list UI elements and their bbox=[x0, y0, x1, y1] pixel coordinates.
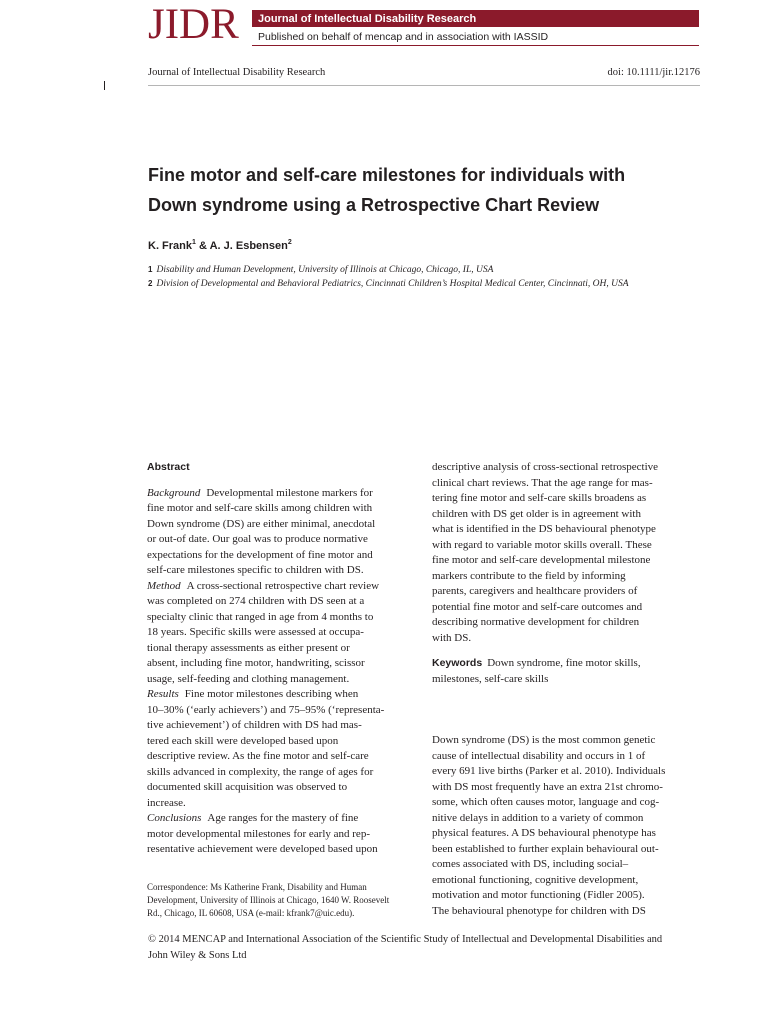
section-label-results: Results bbox=[147, 688, 179, 700]
abstract-line: 18 years. Specific skills were assessed at occupa- bbox=[147, 626, 364, 638]
copyright-line: © 2014 MENCAP and International Association of the Scientific Study of Intellectual and Developmental Disabilities and bbox=[148, 934, 663, 945]
abstract-line: Background Developmental milestone markers for bbox=[147, 486, 373, 499]
correspondence-line: Rd., Chicago, IL 60608, USA (e-mail: kfrank7@uic.edu). bbox=[147, 908, 355, 918]
title-line: Fine motor and self-care milestones for individuals with bbox=[148, 165, 626, 185]
intro-line: motivation and motor functioning (Fidler 2005). bbox=[432, 889, 645, 901]
banner-publisher-note: Published on behalf of mencap and in association with IASSID bbox=[258, 31, 549, 43]
abstract-line: children with DS get older is in agreement with bbox=[432, 507, 641, 520]
abstract-line: or out-of date. Our goal was to produce normative bbox=[147, 533, 368, 545]
margin-mark bbox=[104, 81, 105, 90]
correspondence-note bbox=[147, 881, 409, 920]
running-head-rule bbox=[148, 85, 700, 86]
abstract-line: Method A cross-sectional retrospective chart review bbox=[147, 579, 380, 592]
abstract-line: describing normative development for children bbox=[432, 616, 640, 628]
abstract-line: tering fine motor and self-care skills broadens as bbox=[432, 492, 647, 504]
abstract-line: what is identified in the DS behavioural phenotype bbox=[432, 523, 656, 535]
affiliation bbox=[148, 264, 493, 276]
abstract-line: specialty clinic that ranged in age from 4 months to bbox=[147, 610, 374, 623]
abstract-line: fine motor and self-care skills among children with bbox=[147, 502, 373, 514]
intro-line: nitive delays in addition to a variety of common bbox=[432, 811, 644, 824]
abstract-line: Results Fine motor milestones describing when bbox=[147, 688, 359, 700]
journal-banner bbox=[148, 1, 699, 48]
right-column bbox=[432, 460, 702, 919]
keywords-line: milestones, self-care skills bbox=[432, 672, 549, 685]
section-label-background: Background bbox=[147, 486, 201, 499]
abstract-line: fine motor and self-care developmental milestone bbox=[432, 554, 651, 566]
intro-line: cause of intellectual disability and occurs in 1 of bbox=[432, 749, 646, 762]
intro-line: Down syndrome (DS) is the most common genetic bbox=[432, 734, 656, 746]
running-head bbox=[148, 66, 700, 79]
abstract-line: skills advanced in complexity, the range of ages for bbox=[147, 765, 374, 778]
running-head-doi[interactable]: doi: 10.1111/jir.12176 bbox=[607, 67, 700, 78]
abstract-line: motor developmental milestones for early and rep- bbox=[147, 827, 370, 840]
abstract-line: usage, self-feeding and clothing management. bbox=[147, 672, 350, 685]
abstract-heading: Abstract bbox=[147, 461, 190, 473]
title-line: Down syndrome using a Retrospective Chart Review bbox=[148, 195, 600, 215]
abstract-line: Conclusions Age ranges for the mastery of fine bbox=[147, 812, 359, 824]
abstract-line: self-care milestones specific to children with DS. bbox=[147, 564, 364, 576]
abstract-line: tered each skill were developed based upon bbox=[147, 734, 339, 747]
intro-line: comes associated with DS, including social– bbox=[432, 858, 629, 870]
intro-line: some, which often causes motor, language and cog- bbox=[432, 796, 660, 808]
section-label-method: Method bbox=[147, 579, 181, 592]
abstract-line: potential fine motor and self-care outcomes and bbox=[432, 600, 643, 613]
section-label-conclusions: Conclusions bbox=[147, 812, 202, 824]
correspondence-line: Development, University of Illinois at Chicago, 1640 W. Roosevelt bbox=[147, 895, 390, 905]
abstract-line: parents, caregivers and healthcare providers of bbox=[432, 585, 638, 597]
intro-line: with DS most frequently have an extra 21st chromo- bbox=[432, 780, 663, 793]
copyright-notice bbox=[148, 932, 708, 964]
abstract-line: was completed on 274 children with DS seen at a bbox=[147, 595, 365, 607]
intro-line: physical features. A DS behavioural phenotype has bbox=[432, 827, 656, 839]
affiliation-text: Disability and Human Development, University of Illinois at Chicago, Chicago, IL, USA bbox=[156, 265, 494, 275]
abstract-line: expectations for the development of fine motor and bbox=[147, 548, 373, 561]
abstract-line: resentative achievement were developed based upon bbox=[147, 843, 378, 855]
banner-journal-name: Journal of Intellectual Disability Research bbox=[258, 13, 477, 25]
keywords-line: Keywords Down syndrome, fine motor skills, bbox=[432, 657, 641, 669]
intro-line: every 691 live births (Parker et al. 2010). Individuals bbox=[432, 765, 666, 777]
abstract-line: 10–30% (‘early achievers’) and 75–95% (‘representa- bbox=[147, 703, 385, 716]
author-name: K. Frank bbox=[148, 240, 193, 252]
running-head-journal: Journal of Intellectual Disability Research bbox=[148, 67, 326, 78]
author-list bbox=[148, 236, 292, 253]
abstract-line: descriptive review. As the fine motor and self-care bbox=[147, 750, 369, 762]
affiliation-number: 2 bbox=[148, 279, 153, 288]
affiliation-text: Division of Developmental and Behavioral Pediatrics, Cincinnati Children’s Hospital Medical Center, Cincinnati, OH, USA bbox=[156, 279, 629, 289]
intro-line: emotional functioning, cognitive development, bbox=[432, 873, 639, 886]
author-affiliation-marker: 1 bbox=[192, 239, 196, 246]
abstract-line: clinical chart reviews. That the age range for mas- bbox=[432, 476, 653, 489]
author-separator: & bbox=[195, 240, 210, 252]
keywords-label: Keywords bbox=[432, 657, 483, 669]
affiliation bbox=[148, 278, 629, 290]
article-title bbox=[148, 160, 708, 220]
abstract-line: descriptive analysis of cross-sectional retrospective bbox=[432, 461, 659, 473]
journal-logo: JIDR bbox=[148, 1, 239, 48]
abstract-line: documented skill acquisition was observed to bbox=[147, 781, 348, 793]
correspondence-line: Correspondence: Ms Katherine Frank, Disability and Human bbox=[147, 882, 367, 892]
banner-bottom-rule bbox=[252, 45, 699, 46]
intro-line: The behavioural phenotype for children with DS bbox=[432, 904, 646, 917]
intro-line: been established to further explain behavioural out- bbox=[432, 842, 659, 855]
affiliation-number: 1 bbox=[148, 265, 153, 274]
abstract-line: increase. bbox=[147, 796, 186, 809]
abstract-line: Down syndrome (DS) are either minimal, anecdotal bbox=[147, 517, 376, 530]
abstract-line: markers contribute to the field by informing bbox=[432, 569, 626, 582]
abstract-line: with DS. bbox=[432, 631, 472, 644]
abstract-line: tive achievement’) of children with DS had mas- bbox=[147, 719, 362, 731]
author-affiliation-marker: 2 bbox=[287, 239, 292, 246]
abstract-column bbox=[147, 460, 409, 858]
abstract-line: tional therapy assessments as either present or bbox=[147, 641, 350, 654]
copyright-line: John Wiley & Sons Ltd bbox=[148, 950, 247, 961]
abstract-line: absent, including fine motor, handwriting, scissor bbox=[147, 657, 365, 669]
abstract-line: with regard to variable motor skills overall. These bbox=[432, 538, 652, 551]
author-name: A. J. Esbensen bbox=[209, 240, 288, 252]
